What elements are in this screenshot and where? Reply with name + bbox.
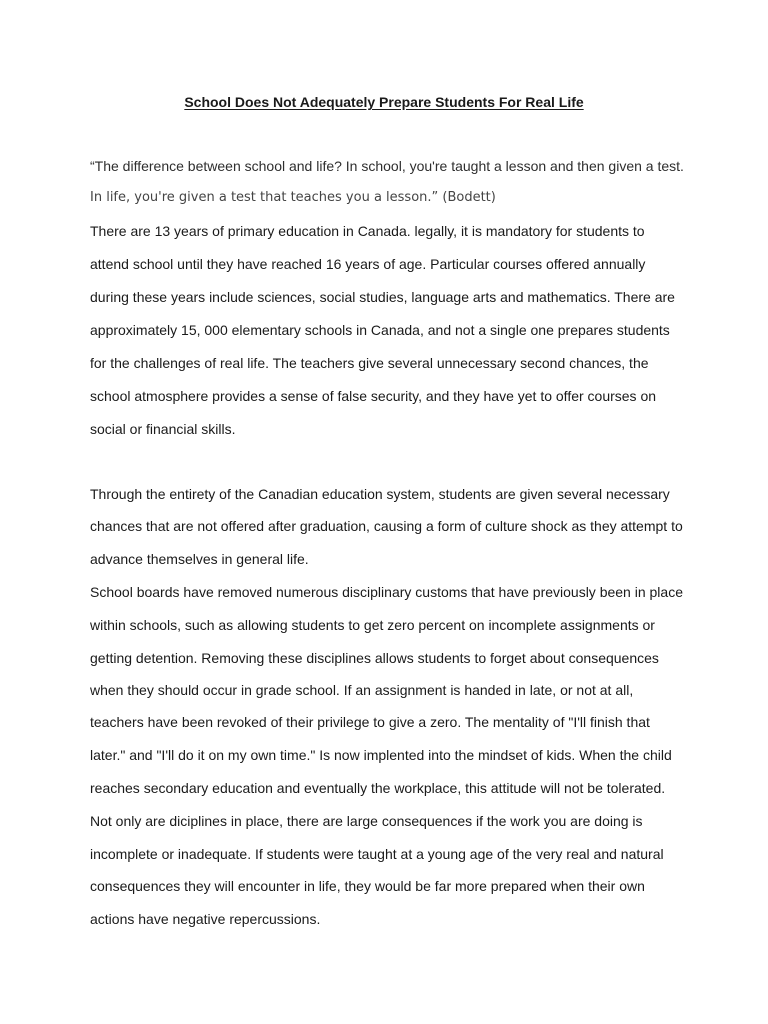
document-title: School Does Not Adequately Prepare Students For Real Life: [184, 94, 584, 110]
paragraph-line: for the challenges of real life. The teachers give several unnecessary second chances, the: [90, 355, 649, 371]
paragraph-line: advance themselves in general life.: [90, 551, 309, 567]
paragraph-line: approximately 15, 000 elementary schools in Canada, and not a single one prepares students: [90, 322, 670, 338]
paragraph-line: attend school until they have reached 16 years of age. Particular courses offered annually: [90, 256, 646, 272]
paragraph-line: school atmosphere provides a sense of false security, and they have yet to offer courses on: [90, 388, 657, 404]
paragraph-line: when they should occur in grade school. If an assignment is handed in late, or not at all,: [90, 682, 634, 698]
quote-line: “The difference between school and life? In school, you're taught a lesson and then given a test.: [90, 158, 684, 174]
paragraph-line: within schools, such as allowing students to get zero percent on incomplete assignments or: [90, 617, 655, 633]
paragraph-line: social or financial skills.: [90, 421, 236, 437]
paragraph-line: chances that are not offered after graduation, causing a form of culture shock as they attempt to: [90, 518, 683, 534]
paragraph-line: actions have negative repercussions.: [90, 911, 321, 927]
paragraph-line: There are 13 years of primary education in Canada. legally, it is mandatory for students to: [90, 223, 645, 239]
paragraph-line: getting detention. Removing these disciplines allows students to forget about consequences: [90, 650, 659, 666]
paragraph-line: Through the entirety of the Canadian education system, students are given several necessary: [90, 486, 670, 502]
paragraph-line: incomplete or inadequate. If students were taught at a young age of the very real and natural: [90, 846, 664, 862]
paragraph-line: Not only are diciplines in place, there are large consequences if the work you are doing is: [90, 813, 643, 829]
paragraph-line: teachers have been revoked of their privilege to give a zero. The mentality of "I'll finish that: [90, 714, 650, 730]
quote-line: In life, you're given a test that teaches you a lesson.” (Bodett): [90, 190, 496, 205]
paragraph-line: School boards have removed numerous disciplinary customs that have previously been in place: [90, 584, 683, 600]
paragraph-line: reaches secondary education and eventually the workplace, this attitude will not be tolerated.: [90, 780, 666, 796]
paragraph-line: during these years include sciences, social studies, language arts and mathematics. There are: [90, 289, 675, 305]
paragraph-line: later." and "I'll do it on my own time." Is now implented into the mindset of kids. When the child: [90, 747, 672, 763]
paragraph-line: consequences they will encounter in life, they would be far more prepared when their own: [90, 878, 645, 894]
